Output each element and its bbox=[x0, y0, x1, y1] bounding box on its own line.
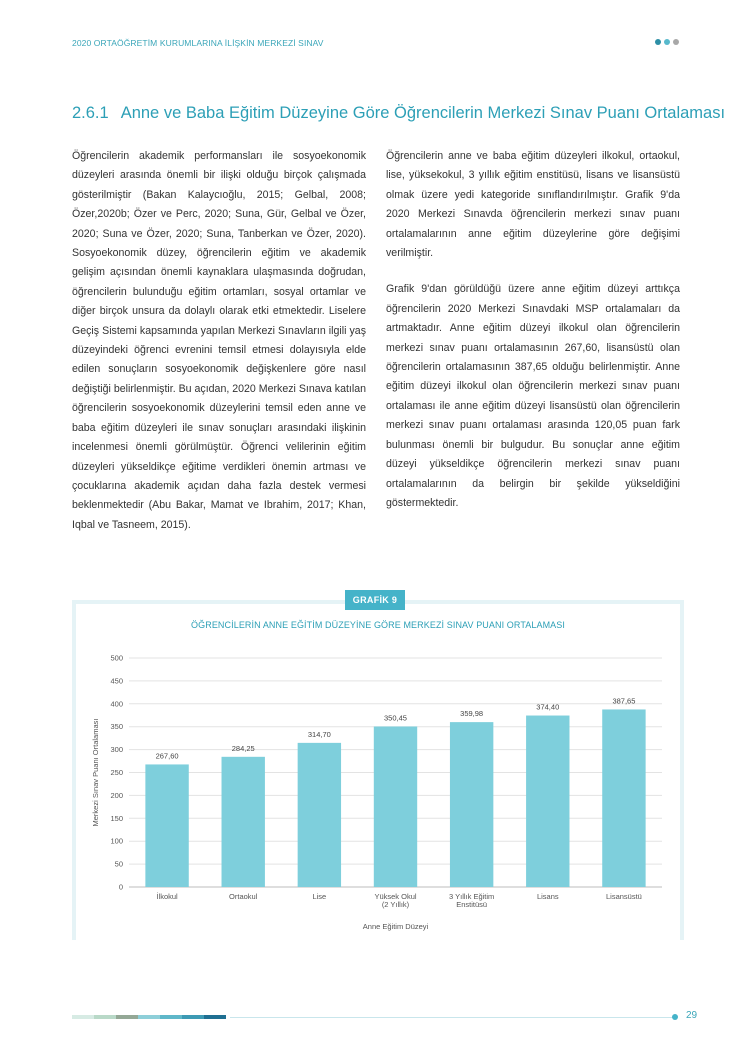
header-dot-1 bbox=[655, 39, 661, 45]
x-tick-label: Ortaokul bbox=[229, 892, 258, 901]
y-tick-label: 300 bbox=[110, 745, 123, 755]
y-tick-label: 250 bbox=[110, 768, 123, 777]
section-number: 2.6.1 bbox=[72, 104, 109, 122]
section-heading bbox=[72, 104, 726, 123]
right-column bbox=[386, 147, 680, 530]
header-dots bbox=[655, 39, 679, 45]
chart-title: ÖĞRENCİLERİN ANNE EĞİTİM DÜZEYİNE GÖRE MERKEZİ SINAV PUANI ORTALAMASI bbox=[191, 620, 565, 630]
section-title: Anne ve Baba Eğitim Düzeyine Göre Öğrencilerin Merkezi Sınav Puanı Ortalaması bbox=[120, 104, 726, 122]
y-tick-label: 100 bbox=[110, 836, 123, 846]
y-tick-label: 50 bbox=[114, 859, 123, 869]
bar bbox=[374, 726, 417, 887]
bar bbox=[526, 716, 569, 887]
body-paragraph: Grafik 9'dan görüldüğü üzere anne eğitim düzeyi arttıkça öğrencilerin 2020 Merkezi Sınavdaki MSP ortalamaları da artmaktadır. Anne eğitim düzeyi ilkokul olan öğrencilerin merkezi sınav puanı ortalamasının 267,60, lisansüstü olan öğrencilerin ortalamasının 387,65 olduğu belirlenmiştir. Anne eğitim düzeyi ilkokul olan öğrencilerin merkezi sınav puanı ortalaması ile anne eğitim düzeyi lisansüstü olan öğrencilerin merkezi sınav puanı ortalaması arasında 120,05 puan fark bulunması önemli bir bulgudur. Bu sonuçlar anne eğitim düzeyi yükseldikçe öğrencilerin merkezi sınav puanı ortalamalarının da belirgin bir şekilde yükseldiğini göstermektedir. bbox=[386, 283, 680, 509]
body-paragraph: Öğrencilerin anne ve baba eğitim düzeyleri ilkokul, ortaokul, lise, yüksekokul, 3 yıllık eğitim enstitüsü, lisans ve lisansüstü olmak üzere yedi kategoride sınıflandırılmıştır. Grafik 9'da 2020 Merkezi Sınavda öğrencilerin merkezi sınav puanı ortalamalarının anne eğitim düzeylerine göre değişimi verilmiştir. bbox=[386, 150, 680, 260]
bar-chart bbox=[72, 640, 684, 940]
x-axis-title: Anne Eğitim Düzeyi bbox=[362, 922, 429, 931]
left-column bbox=[72, 147, 366, 552]
bar-value-label: 350,45 bbox=[384, 713, 407, 723]
footer-bar-segment bbox=[116, 1015, 138, 1019]
bar bbox=[222, 757, 265, 887]
x-tick-label: (2 Yıllık) bbox=[381, 900, 410, 909]
bar-value-label: 314,70 bbox=[307, 729, 331, 739]
bar-value-label: 374,40 bbox=[536, 702, 560, 712]
y-tick-label: 0 bbox=[118, 882, 123, 892]
y-tick-label: 450 bbox=[110, 676, 123, 686]
x-tick-label: Lisansüstü bbox=[605, 892, 642, 901]
footer-bar-segment bbox=[72, 1015, 94, 1019]
bar bbox=[298, 743, 341, 887]
y-tick-label: 150 bbox=[110, 813, 123, 823]
bar bbox=[145, 764, 188, 887]
y-tick-label: 400 bbox=[110, 699, 123, 709]
bar-value-label: 267,60 bbox=[155, 751, 179, 761]
x-tick-label: Lise bbox=[312, 892, 327, 901]
footer-bar-segment bbox=[182, 1015, 204, 1019]
x-tick-label: Yüksek Okul bbox=[374, 892, 417, 901]
x-tick-label: Lisans bbox=[536, 892, 559, 901]
chart-badge: GRAFİK 9 bbox=[345, 590, 405, 610]
footer-bar-segment bbox=[94, 1015, 116, 1019]
footer-color-bar bbox=[72, 1015, 226, 1019]
footer-bar-segment bbox=[204, 1015, 226, 1019]
y-tick-label: 500 bbox=[110, 653, 123, 663]
bar bbox=[602, 709, 645, 887]
footer-bar-segment bbox=[160, 1015, 182, 1019]
x-tick-label: İlkokul bbox=[156, 892, 178, 901]
bar-value-label: 387,65 bbox=[612, 696, 636, 706]
footer-bar-segment bbox=[138, 1015, 160, 1019]
footer-dot bbox=[672, 1014, 678, 1020]
running-header: 2020 ORTAÖĞRETİM KURUMLARINA İLİŞKİN MERKEZİ SINAV bbox=[72, 38, 324, 48]
header-dot-2 bbox=[664, 39, 670, 45]
footer-line bbox=[230, 1017, 673, 1018]
x-tick-label: 3 Yıllık Eğitim bbox=[448, 892, 495, 901]
bar-value-label: 284,25 bbox=[231, 743, 255, 753]
x-tick-label: Enstitüsü bbox=[456, 900, 488, 909]
y-axis-title: Merkezi Sınav Puanı Ortalaması bbox=[91, 718, 100, 827]
y-tick-label: 350 bbox=[110, 722, 123, 732]
bar-value-label: 359,98 bbox=[460, 709, 484, 719]
header-dot-3 bbox=[673, 39, 679, 45]
y-tick-label: 200 bbox=[110, 790, 123, 800]
bar bbox=[450, 722, 493, 887]
page-number: 29 bbox=[686, 1010, 698, 1021]
body-paragraph: Öğrencilerin akademik performansları ile sosyoekonomik düzeyleri arasında önemli bir ilişki olduğu birçok çalışmada gösterilmiştir (Bakan Kalaycıoğlu, 2015; Gelbal, 2008; Özer,2020b; Özer ve Perc, 2020; Suna, Gür, Gelbal ve Özer, 2020; Suna ve Özer, 2020; Suna, Tanberkan ve Özer, 2020). Sosyoekonomik düzey, öğrencilerin eğitim ve akademik gelişim açısından önemli kaynaklara ulaşmasında doğrudan, öğrencilerin bulunduğu eğitim ortamları, sosyal ortamlar ve diğer birçok unsura da dolaylı olarak etki etmektedir. Liselere Geçiş Sistemi kapsamında yapılan Merkezi Sınavların ilgili yaş düzeyindeki öğrenci evrenini temsil etmesi dolayısıyla elde edilen sonuçların sosyoekonomik değişkenlere göre nasıl değiştiği belirlenmiştir. Bu açıdan, 2020 Merkezi Sınava katılan öğrencilerin sosyoekonomik düzeylerini temsil eden anne ve baba eğitim düzeyleri ile sınav sonuçları arasındaki ilişkinin incelenmesi önemli görülmüştür. Öğrenci velilerinin eğitim düzeyleri yükseldikçe eğitime verdikleri önemin artması ve çocuklarına akademik açıdan daha fazla destek vermesi beklenmektedir (Abu Bakar, Mamat ve Ibrahim, 2017; Khan, Iqbal ve Tasneem, 2015). bbox=[72, 150, 366, 531]
